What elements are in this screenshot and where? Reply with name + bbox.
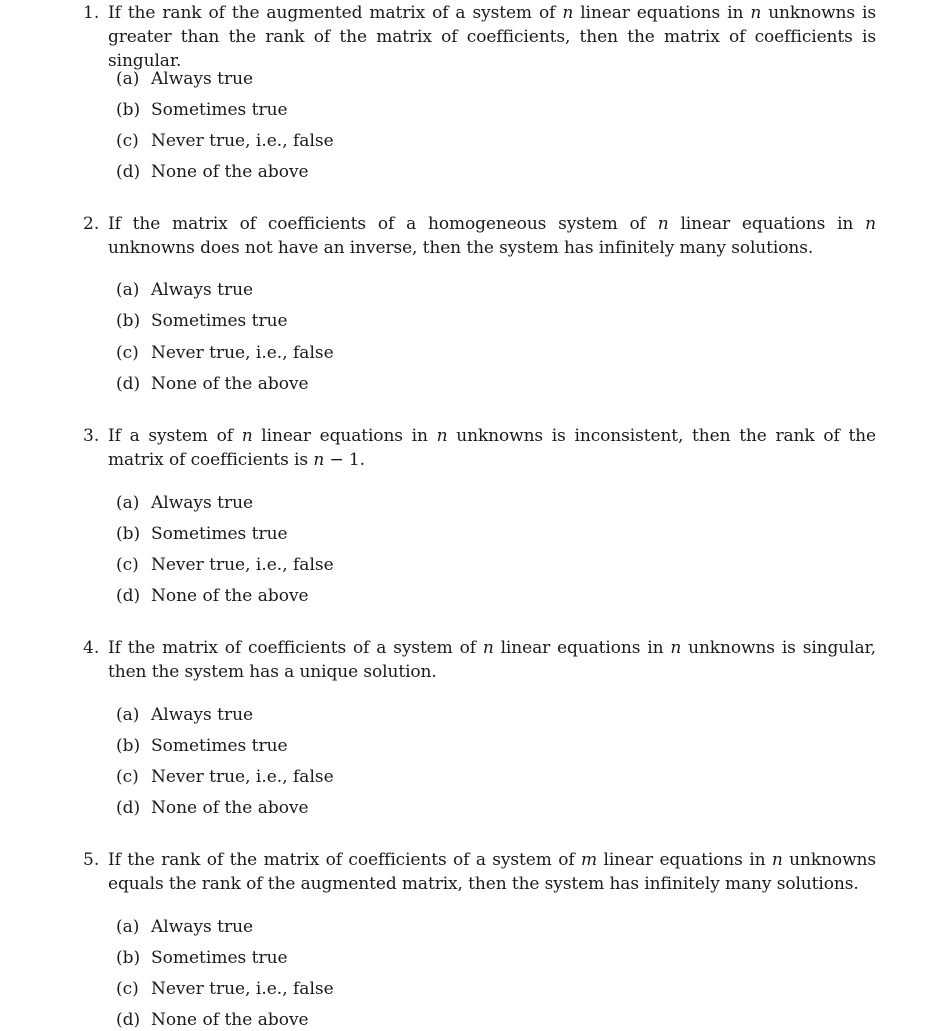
variable: n [750, 3, 762, 23]
question-text: If the rank of the matrix of coefficients of a system of m linear equations in n unknowns equals the rank of the augmented matrix, then the system has infinitely many solutions. [108, 850, 876, 894]
option-c [116, 342, 334, 364]
option-text: None of the above [151, 374, 309, 394]
option-label: (b) [116, 524, 141, 544]
option-c [116, 130, 334, 152]
option-b [116, 310, 288, 332]
question-number: 1. [83, 3, 100, 23]
option-d [116, 797, 309, 819]
option-text: Never true, i.e., false [151, 555, 334, 575]
option-label: (d) [116, 374, 141, 394]
option-text: Always true [151, 493, 254, 513]
option-text: Never true, i.e., false [151, 343, 334, 363]
option-b [116, 735, 288, 757]
option-label: (a) [116, 280, 140, 300]
option-text: Never true, i.e., false [151, 767, 334, 787]
option-label: (c) [116, 767, 139, 787]
option-text: Always true [151, 69, 254, 89]
variable: n [670, 638, 682, 658]
option-label: (a) [116, 69, 140, 89]
option-label: (d) [116, 162, 141, 182]
option-a [116, 279, 253, 301]
option-text: Sometimes true [151, 524, 288, 544]
option-b [116, 947, 288, 969]
option-text: None of the above [151, 162, 309, 182]
question-text: If the matrix of coefficients of a system of n linear equations in n unknowns is singular, then the system has a unique solution. [108, 638, 876, 682]
variable: n [241, 426, 253, 446]
option-text: Never true, i.e., false [151, 131, 334, 151]
option-text: Sometimes true [151, 311, 288, 331]
question-number: 5. [83, 850, 100, 870]
option-label: (b) [116, 311, 141, 331]
question-text: If a system of n linear equations in n unknowns is inconsistent, then the rank of the matrix of coefficients is n − 1. [108, 426, 876, 470]
option-label: (d) [116, 798, 141, 818]
variable: n [657, 214, 669, 234]
option-d [116, 373, 309, 395]
option-label: (b) [116, 736, 141, 756]
option-label: (b) [116, 948, 141, 968]
option-a [116, 68, 253, 90]
variable: n [865, 214, 877, 234]
option-d [116, 161, 309, 183]
option-label: (c) [116, 555, 139, 575]
option-label: (a) [116, 705, 140, 725]
question-number: 2. [83, 214, 100, 234]
question-number: 3. [83, 426, 100, 446]
variable: n [771, 850, 783, 870]
option-text: None of the above [151, 798, 309, 818]
option-text: Sometimes true [151, 948, 288, 968]
option-label: (c) [116, 131, 139, 151]
option-label: (c) [116, 979, 139, 999]
option-a [116, 704, 253, 726]
option-label: (d) [116, 586, 141, 606]
option-b [116, 523, 288, 545]
question-text: If the rank of the augmented matrix of a system of n linear equations in n unknowns is greater than the rank of the matrix of coefficients, then the matrix of coefficients is singular. [108, 3, 876, 71]
option-label: (c) [116, 343, 139, 363]
option-a [116, 916, 253, 938]
option-a [116, 492, 253, 514]
option-d [116, 585, 309, 607]
option-text: None of the above [151, 586, 309, 606]
option-c [116, 766, 334, 788]
option-text: Never true, i.e., false [151, 979, 334, 999]
option-label: (a) [116, 493, 140, 513]
option-text: Always true [151, 917, 254, 937]
option-text: Always true [151, 705, 254, 725]
option-text: Sometimes true [151, 100, 288, 120]
question-text: If the matrix of coefficients of a homogeneous system of n linear equations in n unknowns does not have an inverse, then the system has infinitely many solutions. [108, 214, 877, 258]
variable: n [482, 638, 494, 658]
option-label: (b) [116, 100, 141, 120]
option-label: (a) [116, 917, 140, 937]
option-c [116, 978, 334, 1000]
option-label: (d) [116, 1010, 141, 1030]
question-number: 4. [83, 638, 100, 658]
variable: m [581, 850, 598, 870]
variable: n [562, 3, 574, 23]
option-d [116, 1009, 309, 1031]
variable: n [313, 450, 325, 470]
variable: n [436, 426, 448, 446]
option-c [116, 554, 334, 576]
option-b [116, 99, 288, 121]
option-text: None of the above [151, 1010, 309, 1030]
option-text: Always true [151, 280, 254, 300]
option-text: Sometimes true [151, 736, 288, 756]
